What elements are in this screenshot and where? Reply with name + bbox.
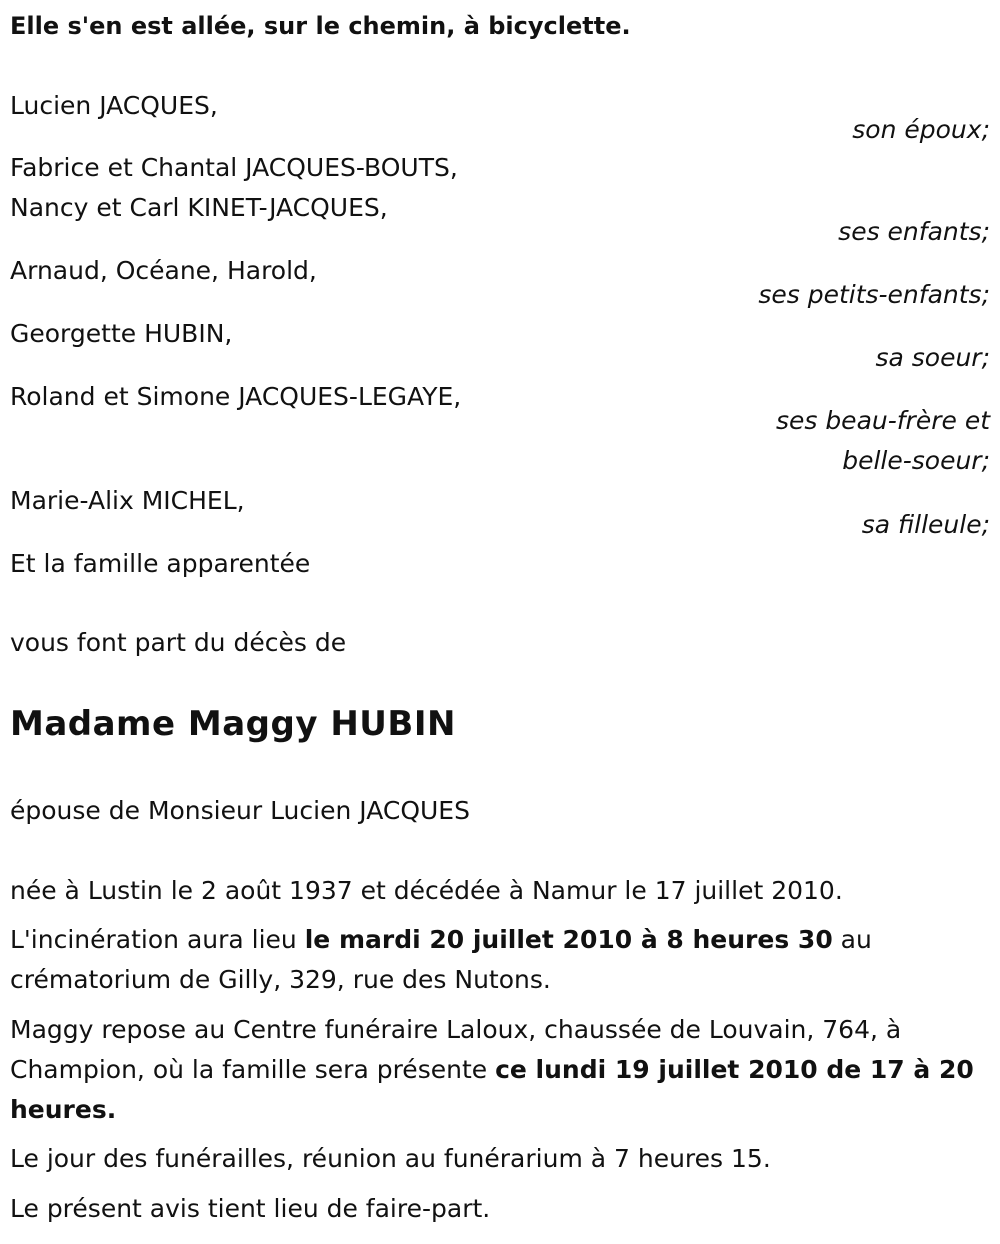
family-relation: sa filleule;	[861, 510, 990, 539]
family-name-line: Lucien JACQUES,	[10, 91, 218, 120]
repose-date: ce lundi 19 juillet 2010 de 17 à 20 heures.	[10, 1055, 974, 1124]
family-relation: ses beau-frère et	[775, 406, 990, 435]
family-relation: sa soeur;	[875, 343, 990, 372]
family-name-line: Roland et Simone JACQUES-LEGAYE,	[10, 382, 462, 411]
birth-death-line: née à Lustin le 2 août 1937 et décédée à Namur le 17 juillet 2010.	[10, 876, 843, 905]
family-name-line: Marie-Alix MICHEL,	[10, 486, 245, 515]
cremation-date: le mardi 20 juillet 2010 à 8 heures 30	[304, 925, 833, 954]
spouse-line: épouse de Monsieur Lucien JACQUES	[10, 796, 470, 825]
epigraph: Elle s'en est allée, sur le chemin, à bicyclette.	[10, 12, 631, 40]
family-relation: ses enfants;	[838, 217, 990, 246]
extended-family: Et la famille apparentée	[10, 549, 311, 578]
deceased-name: Madame Maggy HUBIN	[10, 704, 456, 744]
family-relation: ses petits-enfants;	[758, 280, 990, 309]
family-name-line: Nancy et Carl KINET-JACQUES,	[10, 193, 388, 222]
funeral-day-line: Le jour des funérailles, réunion au funérarium à 7 heures 15.	[10, 1144, 771, 1173]
cremation-suffix: au crématorium de Gilly, 329, rue des Nutons.	[10, 925, 872, 994]
family-name-line: Georgette HUBIN,	[10, 319, 233, 348]
closing-line: Le présent avis tient lieu de faire-part.	[10, 1194, 491, 1223]
family-name-line: Fabrice et Chantal JACQUES-BOUTS,	[10, 153, 458, 182]
repose-paragraph	[10, 1010, 980, 1130]
family-relation: son époux;	[852, 115, 990, 144]
cremation-prefix: L'incinération aura lieu	[10, 925, 305, 954]
cremation-paragraph	[10, 920, 980, 1000]
family-relation: belle-soeur;	[842, 446, 990, 475]
announcement: vous font part du décès de	[10, 628, 347, 657]
repose-prefix: Maggy repose au Centre funéraire Laloux, chaussée de Louvain, 764, à Champion, où la famille sera présente	[10, 1015, 902, 1084]
family-name-line: Arnaud, Océane, Harold,	[10, 256, 317, 285]
